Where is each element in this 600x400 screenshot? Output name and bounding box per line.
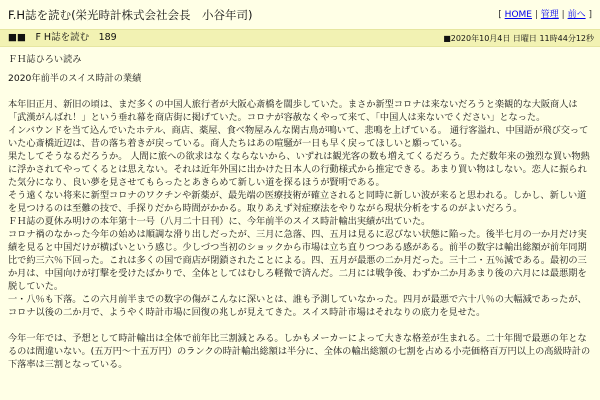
site-header [0, 0, 600, 28]
paragraph: 一・八％も下落。この六月前半までの数字の傷がこんなに深いとは、誰も予測していなかった。四月が最悪で六十八％の大幅減であったが、コロナ以後の二か月で、ようやく時計市場に回復の兆しが見えてきた。スイス時計市場はそれなりの底力を見せた。 [8, 294, 587, 318]
home-link[interactable]: HOME [504, 10, 532, 20]
bracket-open: [ [498, 10, 502, 20]
section-heading: ＦＨ誌ひろい読み [8, 54, 82, 65]
post-content [8, 50, 594, 371]
nav-links [498, 9, 592, 21]
article-body [8, 98, 594, 371]
paragraph: インバウンドを当て込んでいたホテル、商店、薬屋、食べ物屋みんな閑古鳥が鳴いて、悲鳴を上げている。 通行客溢れ、中国語が飛び交っていた心斎橋近辺は、昔の落ち着きが戻っている。商人たちはあの喧騒が一日も早く戻ってほしいと願っている。 [8, 125, 589, 149]
admin-link[interactable]: 管理 [540, 10, 559, 20]
paragraph: 今年一年では、予想として時計輸出は全体で前年比三割減とみる。しかもメーカーによって大きな格差が生まれる。二十年間で最悪の年となるのは間違いない。(五万円～十五万円）のランクの時計輸出総額は半分に、全体の輸出総額の七割を占める小売価格百万円以上の高級時計の下落率は三割となっている。 [8, 333, 591, 370]
prev-link[interactable]: 前へ [567, 10, 586, 20]
nav-separator: | [561, 10, 565, 20]
nav-separator: | [534, 10, 538, 20]
post-date: ■2020年10月4日 日曜日 11時44分12秒 [443, 34, 594, 43]
post-title-bar [0, 29, 600, 47]
site-title: F.H誌を読む(栄光時計株式会社会長 小谷年司) [8, 8, 253, 22]
paragraph: 果たしてそうなるだろうか。 人間に旅への欲求はなくならないから、いずれは観光客の数も増えてくるだろう。ただ数年来の強烈な買い物熱に浮かされてやってくるとは思えない。それは近年外国に出かけた日本人の行動様式から推定できる。あまり買い物はしない。恋人に振られた気分になり、良い夢を見させてもらったとあきらめて新しい道を探るほうが賢明である。 [8, 151, 590, 188]
bracket-close: ] [588, 10, 592, 20]
paragraph: コロナ禍のなかった今年の始めは順調な滑り出しだったが、三月に急落、四、五月は見るに忍びない状態に陥った。後半七月の一か月だけ実績を見ると中国だけが横ばいという感じ。少しづつ当初のショックから市場は立ち直りつつある感がある。前半の数字は輸出総額が前年同期比で約三六％下回った。これは多くの国で商店が閉鎖されたことによる。四、五月が最悪の二か月だった。三十二・五％減である。最初の三か月は、中国向けが打撃を受けたばかりで、全体としてはむしろ軽微で済んだ。二月には戦争後、わずか二か月あまり後の六月には最悪期を脱していた。 [8, 229, 587, 292]
paragraph: ＦＨ誌の夏休み明けの本年第十一号（八月二十日刊）に、今年前半のスイス時計輸出実績が出ていた。 [8, 216, 431, 227]
article-subtitle: 2020年前半のスイス時計の業績 [8, 73, 142, 84]
post-title: ■■ F H誌を読む 189 [8, 32, 117, 43]
paragraph: そう遠くない将来に新型コロナのワクチンや新薬が、最先端の医療技術が確立されると同時に新しい波が来ると思われる。しかし、新しい道を見つけるのは至難の技で、手探りだから時間がかかる。取りあえず対症療法をやりながら現状分析をするのがよいだろう。 [8, 190, 587, 214]
paragraph: 本年旧正月、新旧の頃は、まだ多くの中国人旅行者が大阪心斎橋を闊歩していた。まさか新型コロナは来ないだろうと楽観的な大阪商人は「武漢がんばれ！」という垂れ幕を商店街に掲げていた。コロナが容赦なくやって来て、「中国人は来ないでください」となった。 [8, 99, 578, 123]
